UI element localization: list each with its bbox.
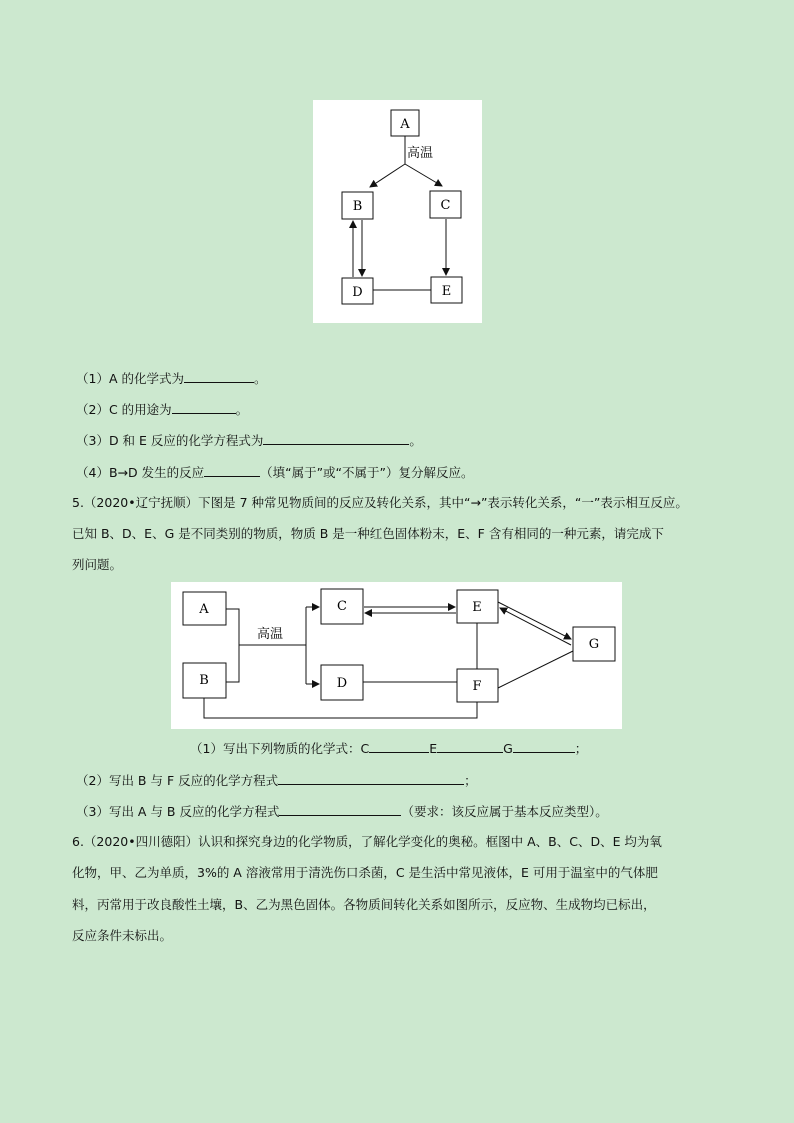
box-a-label: A xyxy=(199,602,209,617)
q5-part-1 xyxy=(190,738,587,758)
arrow-a-to-b xyxy=(370,164,405,187)
q5-part-3-text: （3）写出 A 与 B 反应的化学方程式 xyxy=(76,804,280,819)
figure-1-diagram xyxy=(313,100,482,323)
arrow-e-to-g xyxy=(498,602,571,639)
figure-1 xyxy=(313,100,482,323)
q6-line-2: 化物，甲、乙为单质，3%的 A 溶液常用于清洗伤口杀菌，C 是生活中常见液体，E 可用于温室中的气体肥 xyxy=(72,865,658,880)
answer-blank[interactable] xyxy=(172,399,236,414)
answer-blank[interactable] xyxy=(204,462,260,477)
box-d-label: D xyxy=(336,676,348,691)
connector-a xyxy=(226,609,239,682)
q5-part-2-text: （2）写出 B 与 F 反应的化学方程式 xyxy=(76,773,279,788)
box-b-label: B xyxy=(352,199,363,214)
q4-part-4-end: （填“属于”或“不属于”）复分解反应。 xyxy=(260,465,474,480)
q5-part-2-end: ； xyxy=(464,773,477,788)
q6-line-3: 料，丙常用于改良酸性土壤，B、乙为黑色固体。各物质间转化关系如图所示，反应物、生成物均已标出， xyxy=(72,897,656,912)
box-b-label: B xyxy=(199,673,209,688)
figure-2 xyxy=(171,582,622,729)
q5-stem-line-2: 已知 B、D、E、G 是不同类别的物质，物质 B 是一种红色固体粉末，E、F 含有相同的一种元素，请完成下 xyxy=(72,526,664,541)
q4-part-4 xyxy=(76,462,474,482)
figure-2-diagram xyxy=(171,582,622,729)
q4-part-1-text: （1）A 的化学式为 xyxy=(76,371,184,386)
box-e-label: E xyxy=(441,284,452,299)
q5-part-2 xyxy=(76,770,477,790)
arrow-a-to-c xyxy=(405,164,442,186)
q4-part-2-text: （2）C 的用途为 xyxy=(76,402,172,417)
condition-label: 高温 xyxy=(257,627,284,642)
answer-blank[interactable] xyxy=(437,738,503,753)
q4-part-3-end: 。 xyxy=(409,433,422,448)
q5-part-1-text: （1）写出下列物质的化学式：C xyxy=(190,741,370,756)
q5-part-1-end: ； xyxy=(574,741,588,756)
answer-blank[interactable] xyxy=(279,801,401,816)
line-b-f xyxy=(204,698,477,718)
box-c-label: C xyxy=(337,599,347,614)
answer-blank[interactable] xyxy=(184,368,254,383)
box-e-label: E xyxy=(472,600,482,615)
condition-label: 高温 xyxy=(407,146,434,161)
q5-part-1-g: G xyxy=(503,741,513,756)
box-f-label: F xyxy=(472,679,482,694)
box-a-label: A xyxy=(400,117,410,132)
box-g-label: G xyxy=(588,637,600,652)
box-d-label: D xyxy=(352,285,363,300)
box-c-label: C xyxy=(440,198,451,213)
q5-stem-line-1: 5.（2020•辽宁抚顺）下图是 7 种常见物质间的反应及转化关系，其中“→”表示转化关系，“一”表示相互反应。 xyxy=(72,495,688,510)
answer-blank[interactable] xyxy=(278,770,464,785)
q5-part-3-end: （要求：该反应属于基本反应类型）。 xyxy=(401,804,608,819)
q4-part-4-text: （4）B→D 发生的反应 xyxy=(76,465,205,480)
q4-part-1 xyxy=(76,368,267,388)
arrow-g-to-e xyxy=(500,608,571,645)
answer-blank[interactable] xyxy=(513,738,575,753)
line-f-g xyxy=(498,651,573,688)
q4-part-2-end: 。 xyxy=(235,402,249,417)
answer-blank[interactable] xyxy=(263,430,409,445)
answer-blank[interactable] xyxy=(369,738,429,753)
q4-part-3-text: （3）D 和 E 反应的化学方程式为 xyxy=(76,433,264,448)
q6-line-4: 反应条件未标出。 xyxy=(72,928,173,943)
q4-part-3 xyxy=(76,430,422,450)
q5-part-3 xyxy=(76,801,608,821)
q5-part-1-e: E xyxy=(429,741,438,756)
q6-line-1: 6.（2020•四川德阳）认识和探究身边的化学物质，了解化学变化的奥秘。框图中 A、B、C、D、E 均为氧 xyxy=(72,834,662,849)
q4-part-2 xyxy=(76,399,248,419)
q5-stem-line-3: 列问题。 xyxy=(72,557,123,572)
q4-part-1-end: 。 xyxy=(253,371,267,386)
